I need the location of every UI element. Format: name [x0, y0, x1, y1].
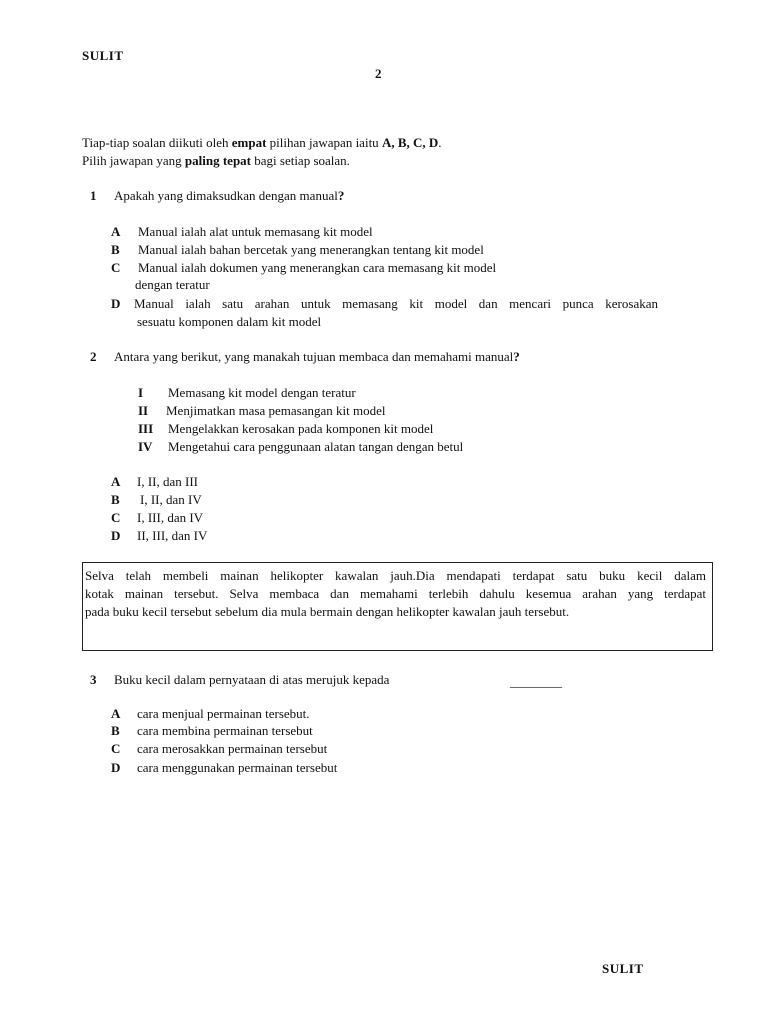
q2-statement-i-numeral: I — [138, 385, 144, 400]
q2-statement-iv-numeral: IV — [138, 439, 153, 454]
q1-option-c-text-cont[interactable]: dengan teratur — [135, 277, 210, 292]
q1-option-a-text[interactable]: Manual ialah alat untuk memasang kit model — [138, 224, 373, 239]
footer-sulit-label: SULIT — [602, 961, 644, 976]
passage-line-2: kotak mainan tersebut. Selva membaca dan memahami terlebih dahulu kesemua arahan yang terdapat — [85, 586, 706, 601]
q2-option-a-text[interactable]: I, II, dan III — [137, 474, 198, 489]
q2-statement-ii-numeral: II — [138, 403, 149, 418]
q2-option-c-letter[interactable]: C — [111, 510, 121, 525]
question-1-number: 1 — [90, 188, 97, 203]
q2-option-b-text[interactable]: I, II, dan IV — [140, 492, 202, 507]
q3-option-c-letter[interactable]: C — [111, 741, 121, 756]
passage-line-3: pada buku kecil tersebut sebelum dia mula bermain dengan helikopter kawalan jauh tersebut. — [85, 604, 570, 619]
question-2-number: 2 — [90, 349, 97, 364]
q2-statement-ii-text: Menjimatkan masa pemasangan kit model — [166, 403, 386, 418]
q2-option-d-letter[interactable]: D — [111, 528, 121, 543]
q3-option-c-text[interactable]: cara merosakkan permainan tersebut — [137, 741, 328, 756]
q3-option-a-text[interactable]: cara menjual permainan tersebut. — [137, 706, 310, 721]
question-3-text: Buku kecil dalam pernyataan di atas merujuk kepada — [114, 672, 390, 687]
q1-option-d-text-cont[interactable]: sesuatu komponen dalam kit model — [137, 314, 322, 329]
instruction-line-1 — [82, 135, 442, 151]
instruction-text: bagi setiap soalan. — [251, 153, 350, 168]
q2-statement-iii-text: Mengelakkan kerosakan pada komponen kit model — [168, 421, 434, 436]
q1-option-d-text[interactable]: Manual ialah satu arahan untuk memasang kit model dan mencari punca kerosakan — [134, 296, 658, 311]
q2-statement-iv-text: Mengetahui cara penggunaan alatan tangan dengan betul — [168, 439, 464, 454]
q2-statement-i-text: Memasang kit model dengan teratur — [168, 385, 356, 400]
question-mark: ? — [337, 188, 345, 203]
instruction-text: Pilih jawapan yang — [82, 153, 185, 168]
page-number: 2 — [375, 66, 382, 81]
instruction-text: pilihan jawapan iaitu — [266, 135, 382, 150]
q1-option-a-letter[interactable]: A — [111, 224, 121, 239]
instruction-emphasis: A, B, C, D — [381, 135, 439, 150]
q1-option-c-letter[interactable]: C — [111, 260, 121, 275]
q3-option-b-text[interactable]: cara membina permainan tersebut — [137, 723, 313, 738]
q2-option-d-text[interactable]: II, III, dan IV — [137, 528, 208, 543]
q3-option-b-letter[interactable]: B — [111, 723, 120, 738]
question-1-text — [114, 188, 344, 204]
instruction-text: . — [438, 135, 442, 150]
instruction-emphasis: paling tepat — [184, 153, 251, 168]
passage-box — [82, 562, 713, 651]
q1-option-c-text[interactable]: Manual ialah dokumen yang menerangkan cara memasang kit model — [138, 260, 497, 275]
q2-option-a-letter[interactable]: A — [111, 474, 121, 489]
q3-option-a-letter[interactable]: A — [111, 706, 121, 721]
question-mark: ? — [513, 349, 520, 364]
question-text: Antara yang berikut, yang manakah tujuan membaca dan memahami manual — [114, 349, 514, 364]
question-3-number: 3 — [90, 672, 97, 687]
q3-option-d-text[interactable]: cara menggunakan permainan tersebut — [137, 760, 338, 775]
q2-statement-iii-numeral: III — [138, 421, 154, 436]
instruction-text: Tiap-tiap soalan diikuti oleh — [82, 135, 232, 150]
header-sulit-label: SULIT — [82, 48, 124, 63]
instruction-emphasis: empat — [231, 135, 267, 150]
q2-option-c-text[interactable]: I, III, dan IV — [137, 510, 204, 525]
answer-blank: ________ — [510, 674, 562, 689]
q1-option-b-text[interactable]: Manual ialah bahan bercetak yang menerangkan tentang kit model — [138, 242, 484, 257]
passage-line-1: Selva telah membeli mainan helikopter kawalan jauh.Dia mendapati terdapat satu buku kecil dalam — [85, 568, 706, 583]
q1-option-d-letter[interactable]: D — [111, 296, 121, 311]
question-2-text — [114, 349, 520, 365]
question-text: Apakah yang dimaksudkan dengan manual — [114, 188, 338, 203]
instruction-line-2 — [82, 153, 350, 169]
q2-option-b-letter[interactable]: B — [111, 492, 120, 507]
q3-option-d-letter[interactable]: D — [111, 760, 121, 775]
q1-option-b-letter[interactable]: B — [111, 242, 120, 257]
